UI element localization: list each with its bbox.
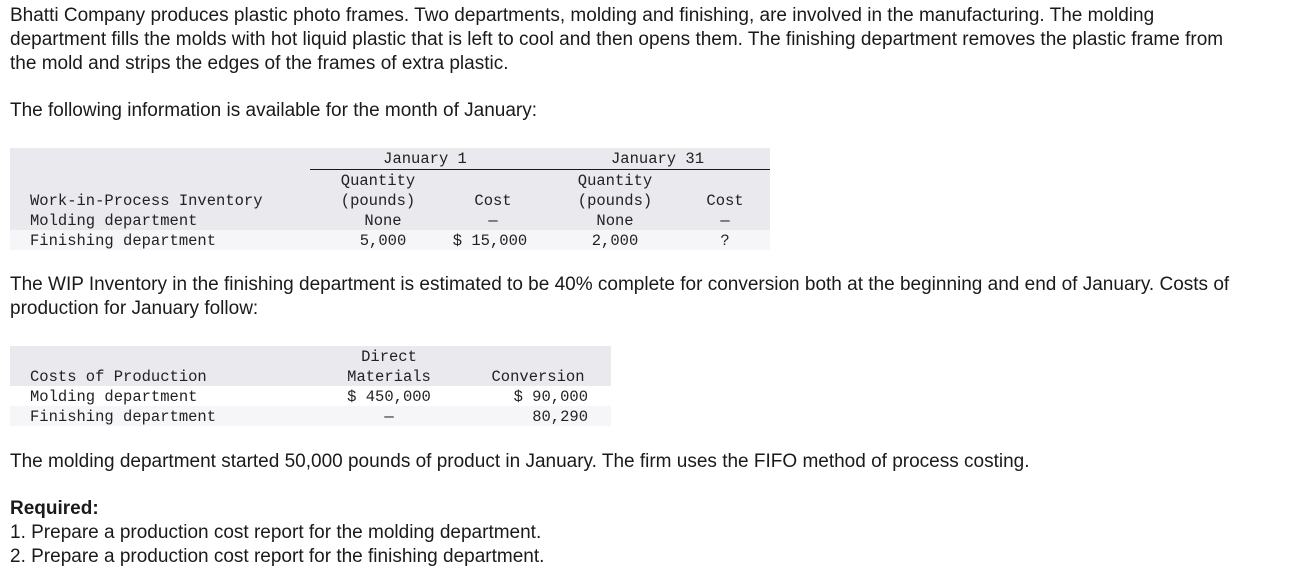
header-underline bbox=[310, 169, 770, 170]
jan31-cost-header: Cost bbox=[706, 192, 744, 210]
table1-jan31-qty: 2,000 bbox=[591, 232, 639, 250]
table1-jan1-qty: 5,000 bbox=[359, 232, 407, 250]
table1-jan1-qty: None bbox=[364, 212, 402, 230]
table1-jan31-qty: None bbox=[596, 212, 634, 230]
intro-paragraph: Bhatti Company produces plastic photo frames. Two departments, molding and finishing, are involved in the manufacturing. The molding department fills the molds with hot liquid plastic that is left to cool and then opens them. The finishing department removes the plastic frame from the mold and strips the edges of the frames of extra plastic. bbox=[10, 5, 1229, 74]
jan1-header: January 1 bbox=[383, 150, 467, 168]
dm-header-line2: Materials bbox=[347, 368, 431, 386]
jan1-cost-header: Cost bbox=[474, 192, 512, 210]
table2-dm-value: $ 450,000 bbox=[347, 388, 431, 406]
table1-row-label: Molding department bbox=[30, 212, 198, 230]
table1-jan1-cost: — bbox=[488, 212, 498, 230]
fifo-note: The molding department started 50,000 pounds of product in January. The firm uses the FIFO method of process costing. bbox=[10, 451, 1030, 472]
jan1-qty-header-line2: (pounds) bbox=[340, 192, 416, 210]
required-heading-text: Required: bbox=[10, 498, 99, 519]
required-heading bbox=[10, 497, 99, 521]
table2-conv-value: 80,290 bbox=[532, 408, 588, 426]
table1-row-label: Finishing department bbox=[30, 232, 217, 250]
table1-jan1-cost: $ 15,000 bbox=[452, 232, 528, 250]
required-item-2: 2. Prepare a production cost report for the finishing department. bbox=[10, 546, 545, 567]
table1-jan31-cost: — bbox=[720, 212, 730, 230]
jan31-header: January 31 bbox=[610, 150, 704, 168]
table1-jan31-cost: ? bbox=[720, 232, 730, 250]
dm-header-line1: Direct bbox=[361, 348, 417, 366]
costs-row-header: Costs of Production bbox=[30, 368, 207, 386]
table2-conv-value: $ 90,000 bbox=[513, 388, 588, 406]
table2-dm-value: — bbox=[384, 408, 394, 426]
table2-row-label: Finishing department bbox=[30, 408, 217, 426]
required-item-1: 1. Prepare a production cost report for the molding department. bbox=[10, 522, 542, 543]
jan31-qty-header-line2: (pounds) bbox=[577, 192, 653, 210]
table2-row-label: Molding department bbox=[30, 388, 198, 406]
conversion-header: Conversion bbox=[491, 368, 585, 386]
jan31-qty-header-line1: Quantity bbox=[577, 172, 653, 190]
wip-row-header: Work-in-Process Inventory bbox=[30, 192, 263, 210]
jan1-qty-header-line1: Quantity bbox=[340, 172, 416, 190]
info-line: The following information is available for the month of January: bbox=[10, 100, 537, 121]
wip-note: The WIP Inventory in the finishing department is estimated to be 40% complete for conversion both at the beginning and end of January. Costs of production for January follow: bbox=[10, 274, 1235, 319]
